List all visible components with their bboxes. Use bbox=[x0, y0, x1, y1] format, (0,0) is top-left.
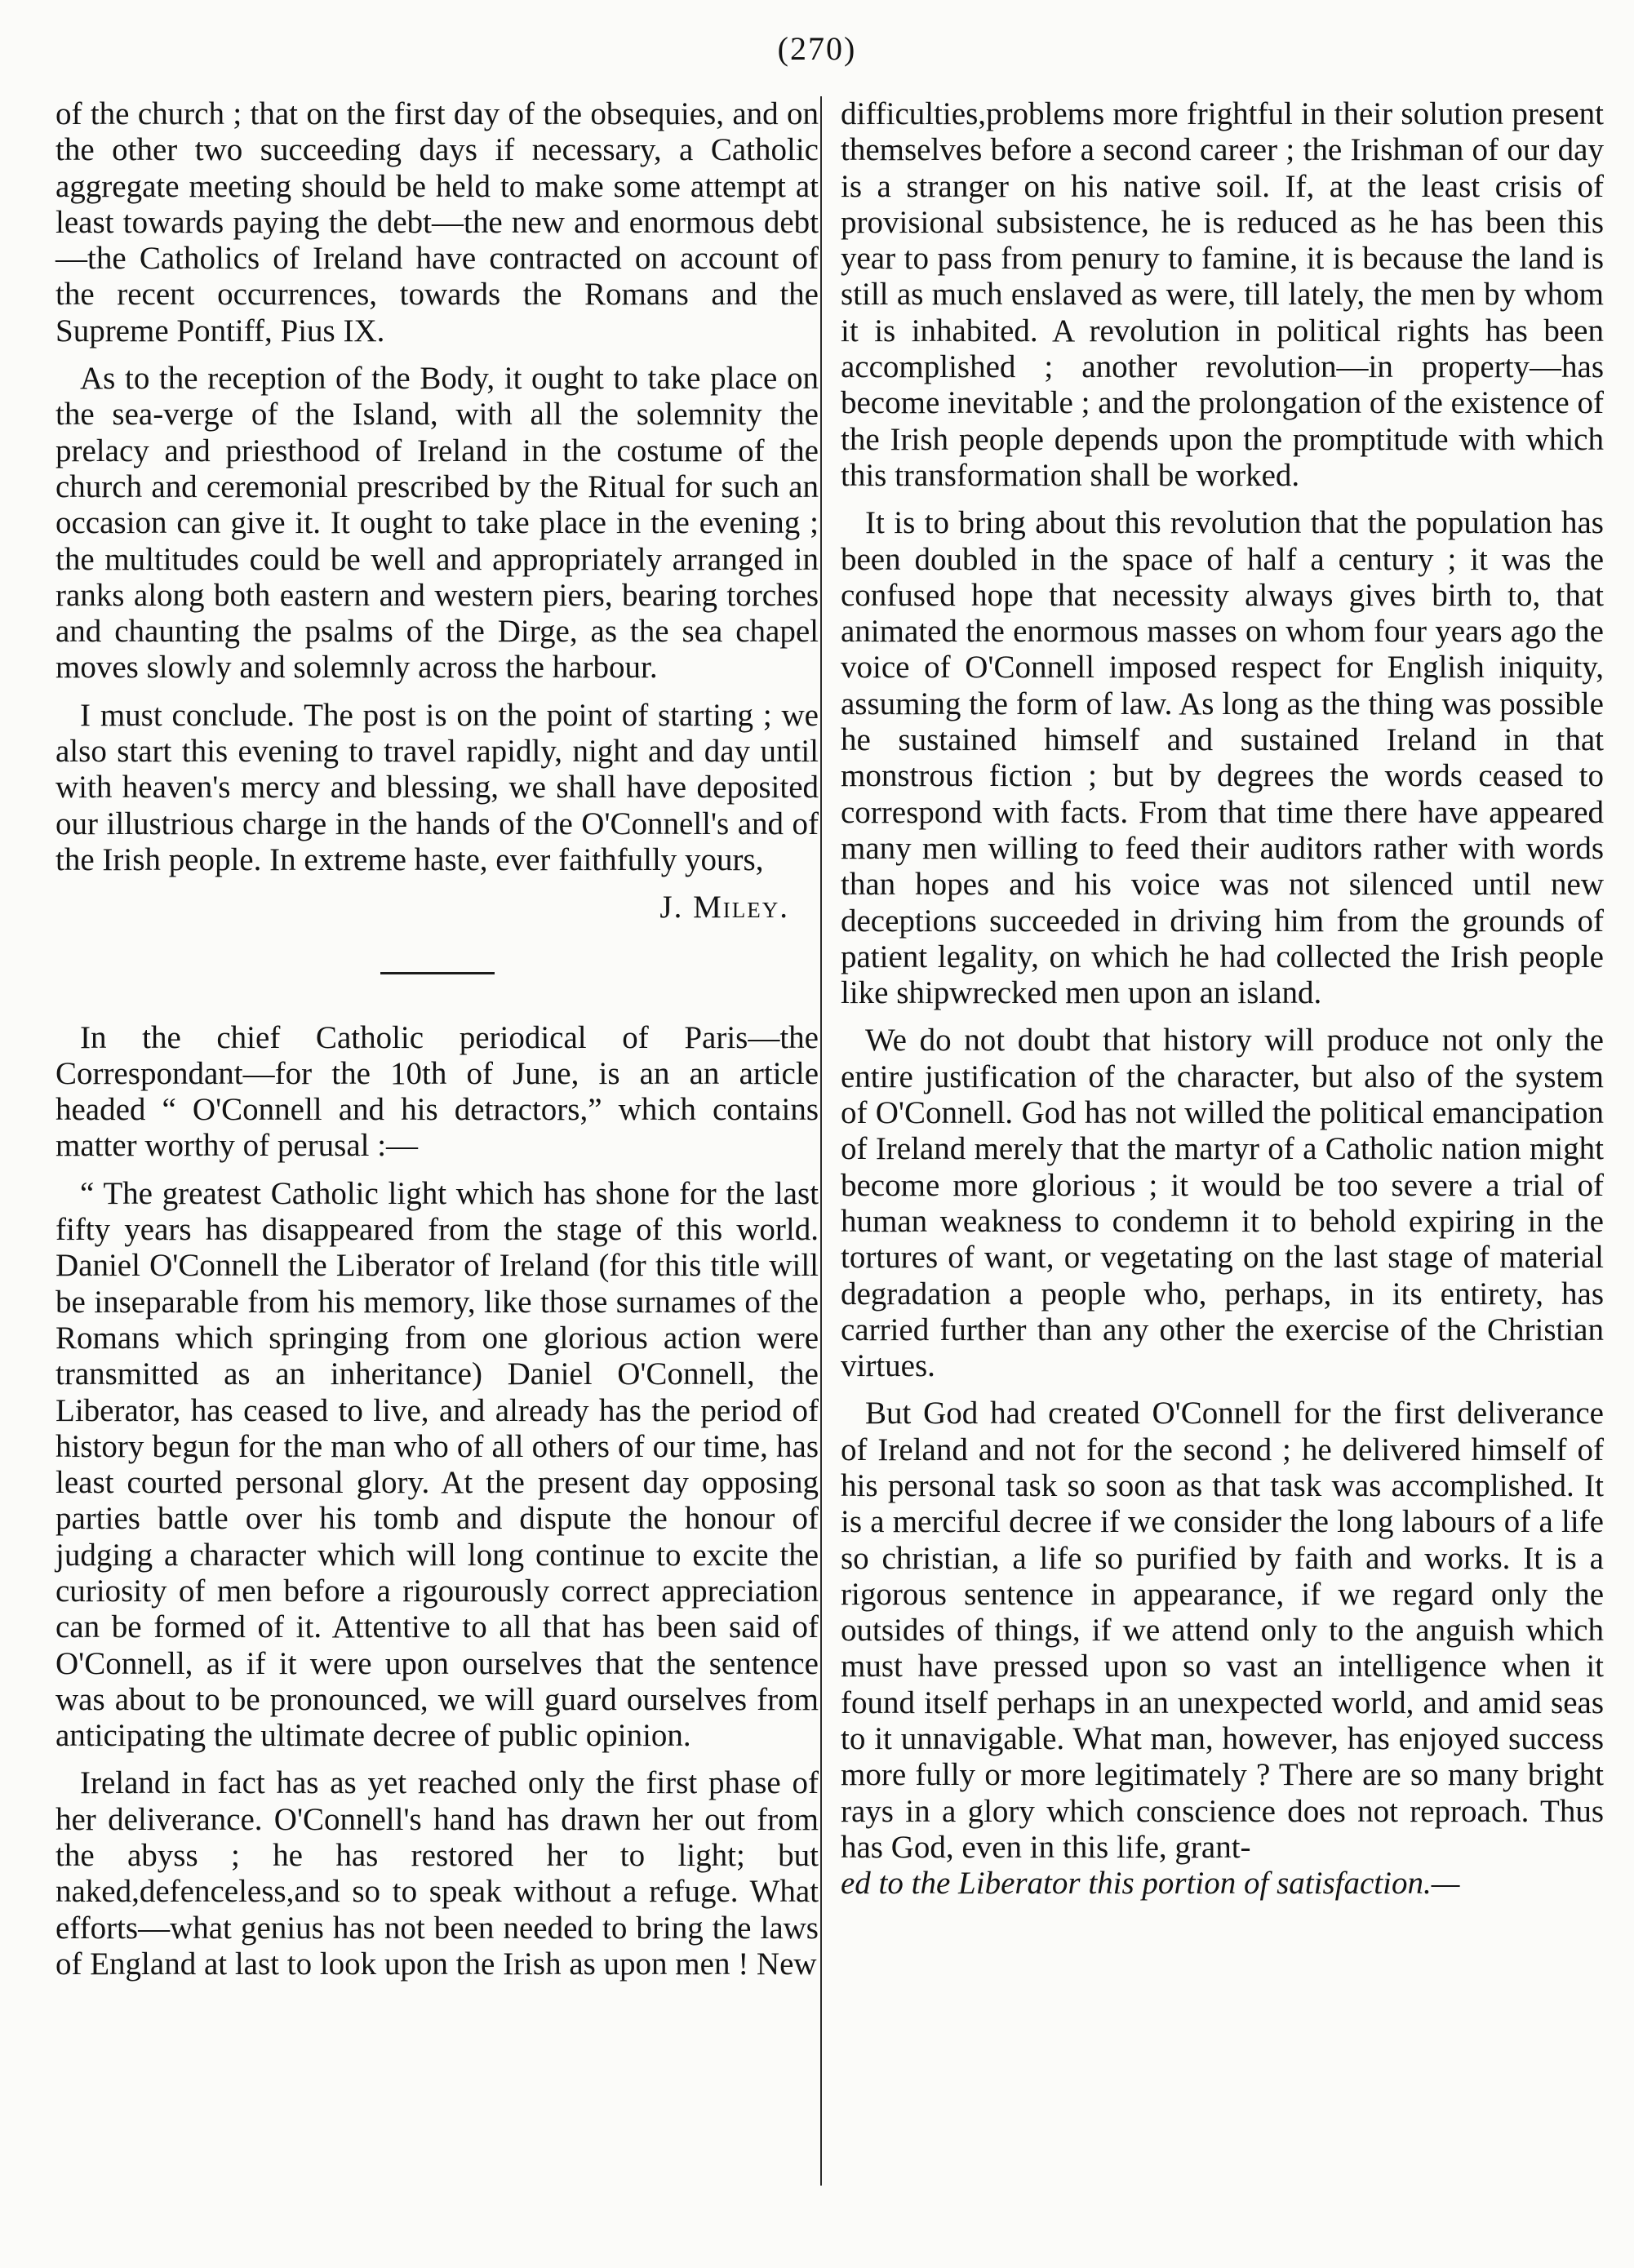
right-column bbox=[841, 96, 1604, 1914]
right-paragraph-2: It is to bring about this revolution that the population has been doubled in the space of half a century ; it was the confused hope that necessity always gives birth to, that animated the enormous masses on whom four years ago the voice of O'Connell imposed respect for English iniquity, assuming the form of law. As long as the thing was possible he sustained himself and sustained Ireland in that monstrous fiction ; but by degrees the words ceased to correspond with facts. From that time there have appeared many men willing to feed their auditors rather with words than hopes and his voice was not silenced until new deceptions succeeded in driving him from the grounds of patient legality, on which he had collected the Irish people like shipwrecked men upon an island. bbox=[841, 505, 1604, 1011]
left-paragraph-6: Ireland in fact has as yet reached only the first phase of her deliverance. O'Connell's hand has drawn her out from the abyss ; he has restored her to light; but naked,defenceless,and so to speak without a refuge. What efforts—what genius has not been needed to bring the laws of England at last to look upon the Irish as upon men ! New bbox=[56, 1765, 819, 1982]
left-paragraph-3: I must conclude. The post is on the point of starting ; we also start this evening to travel rapidly, night and day until with heaven's mercy and blessing, we shall have deposited our illustrious charge in the hands of the O'Connell's and of the Irish people. In extreme haste, ever faithfully yours, bbox=[56, 697, 819, 877]
right-paragraph-3: We do not doubt that history will produce not only the entire justification of the character, but also of the system of O'Connell. God has not willed the political emancipation of Ireland merely that the martyr of a Catholic nation might become more glorious ; it would be too severe a trial of human weakness to condemn it to behold expiring in the tortures of want, or vegetating on the last stage of material degradation a people who, perhaps, in its entirety, has carried further than any other the exercise of the Christian virtues. bbox=[841, 1023, 1604, 1384]
column-divider bbox=[820, 96, 822, 2186]
right-paragraph-4-text: But God had created O'Connell for the first deliverance of Ireland and not for the second ; he delivered himself of his personal task so soon as that task was accomplished. It is a merciful decree if we consider the long labours of a life so christian, a life so purified by faith and works. It is a rigorous sentence in appearance, if we regard only the outsides of things, if we attend only to the anguish which must have pressed upon so vast an intelligence when it found itself perhaps in an unexpected world, and amid seas to it unnavigable. What man, however, has enjoyed success more fully or more legitimately ? There are so many bright rays in a glory which conscience does not reproach. Thus has God, even in this life, grant- bbox=[841, 1396, 1604, 1865]
left-paragraph-5: “ The greatest Catholic light which has shone for the last fifty years has disappeared from the stage of this world. Daniel O'Connell the Liberator of Ireland (for this title will be inseparable from his memory, like those surnames of the Romans which springing from one glorious action were transmitted as an inheritance) Daniel O'Connell, the Liberator, has ceased to live, and already has the period of history begun for the man who of all others of our time, has least courted personal glory. At the present day opposing parties battle over his tomb and dispute the honour of judging a character which will long continue to excite the curiosity of men before a rigourously correct appreciation can be formed of it. Attentive to all that has been said of O'Connell, as if it were upon ourselves that the sentence was about to be pronounced, we will guard ourselves from anticipating the ultimate decree of public opinion. bbox=[56, 1175, 819, 1754]
right-paragraph-4 bbox=[841, 1396, 1604, 1902]
right-paragraph-4-final-line: ed to the Liberator this portion of satisfaction.— bbox=[841, 1866, 1460, 1902]
letter-signature: J. Miley. bbox=[659, 890, 789, 925]
left-paragraph-4: In the chief Catholic periodical of Paris—the Correspondant—for the 10th of June, is an an article headed “ O'Connell and his detractors,” which contains matter worthy of perusal :— bbox=[56, 1019, 819, 1164]
left-paragraph-1: of the church ; that on the first day of the obsequies, and on the other two succeeding days if necessary, a Catholic aggregate meeting should be held to make some attempt at least towards paying the debt—the new and enormous debt—the Catholics of Ireland have contracted on account of the recent occurrences, towards the Romans and the Supreme Pontiff, Pius IX. bbox=[56, 96, 819, 348]
right-paragraph-1: difficulties,problems more frightful in their solution present themselves before a second career ; the Irishman of our day is a stranger on his native soil. If, at the least crisis of provisional subsistence, he is reduced as he has been this year to pass from penury to famine, it is because the land is still as much enslaved as were, till lately, the men by whom it is inhabited. A revolution in political rights has been accomplished ; another revolution—in property—has become inevitable ; and the prolongation of the existence of the Irish people depends upon the promptitude with which this transformation shall be worked. bbox=[841, 96, 1604, 493]
section-rule bbox=[380, 972, 495, 974]
page-number: (270) bbox=[777, 30, 857, 67]
left-paragraph-2: As to the reception of the Body, it ought to take place on the sea-verge of the Island, with all the solemnity the prelacy and priesthood of Ireland in the costume of the church and ceremonial prescribed by the Ritual for such an occasion can give it. It ought to take place in the evening ; the multitudes could be well and appropriately arranged in ranks along both eastern and western piers, bearing torches and chaunting the psalms of the Dirge, as the sea chapel moves slowly and solemnly across the harbour. bbox=[56, 361, 819, 686]
left-column bbox=[56, 96, 819, 1994]
